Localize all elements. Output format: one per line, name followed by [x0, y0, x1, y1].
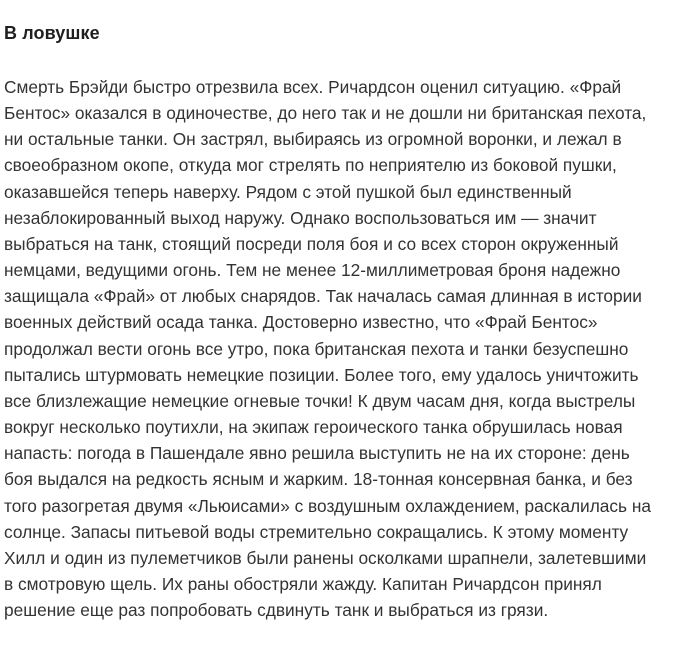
body-line: солнце. Запасы питьевой воды стремительно сокращались. К этому моменту — [4, 521, 629, 542]
article-body — [4, 74, 688, 623]
body-line: того разогретая двумя «Льюисами» с воздушным охлаждением, раскалилась на — [4, 495, 651, 516]
body-line: ни остальные танки. Он застрял, выбираясь из огромной воронки, и лежал в — [4, 129, 622, 150]
body-line: все близлежащие немецкие огневые точки! К двум часам дня, когда выстрелы — [4, 390, 636, 411]
body-line: немцами, ведущими огонь. Тем не менее 12-миллиметровая броня надежно — [4, 260, 621, 281]
body-line: своеобразном окопе, откуда мог стрелять по неприятелю из боковой пушки, — [4, 155, 617, 176]
body-line: Бентос» оказался в одиночестве, до него так и не дошли ни британская пехота, — [4, 103, 647, 124]
body-line: пытались штурмовать немецкие позиции. Более того, ему удалось уничтожить — [4, 364, 639, 385]
body-line: Смерть Брэйди быстро отрезвила всех. Ричардсон оценил ситуацию. «Фрай — [4, 77, 622, 97]
body-line: военных действий осада танка. Достоверно известно, что «Фрай Бентос» — [4, 312, 598, 333]
body-line: боя выдался на редкость ясным и жарким. 18-тонная консервная банка, и без — [4, 469, 633, 490]
body-line: в смотровую щель. Их раны обостряли жажду. Капитан Ричардсон принял — [4, 573, 602, 594]
body-line: оказавшейся теперь наверху. Рядом с этой пушкой был единственный — [4, 181, 572, 202]
body-line: незаблокированный выход наружу. Однако воспользоваться им — значит — [4, 207, 597, 228]
body-line: напасть: погода в Пашендале явно решила выступить не на их стороне: день — [4, 443, 630, 464]
body-line: защищала «Фрай» от любых снарядов. Так началась самая длинная в истории — [4, 286, 642, 307]
body-line: решение еще раз попробовать сдвинуть танк и выбраться из грязи. — [4, 600, 549, 621]
body-line: Хилл и один из пулеметчиков были ранены осколками шрапнели, залетевшими — [4, 547, 647, 568]
article-title: В ловушке — [4, 23, 100, 43]
body-line: вокруг несколько поутихли, на экипаж героического танка обрушилась новая — [4, 417, 623, 438]
body-line: выбраться на танк, стоящий посреди поля боя и со всех сторон окруженный — [4, 233, 619, 254]
body-line: продолжал вести огонь все утро, пока британская пехота и танки безуспешно — [4, 338, 629, 359]
